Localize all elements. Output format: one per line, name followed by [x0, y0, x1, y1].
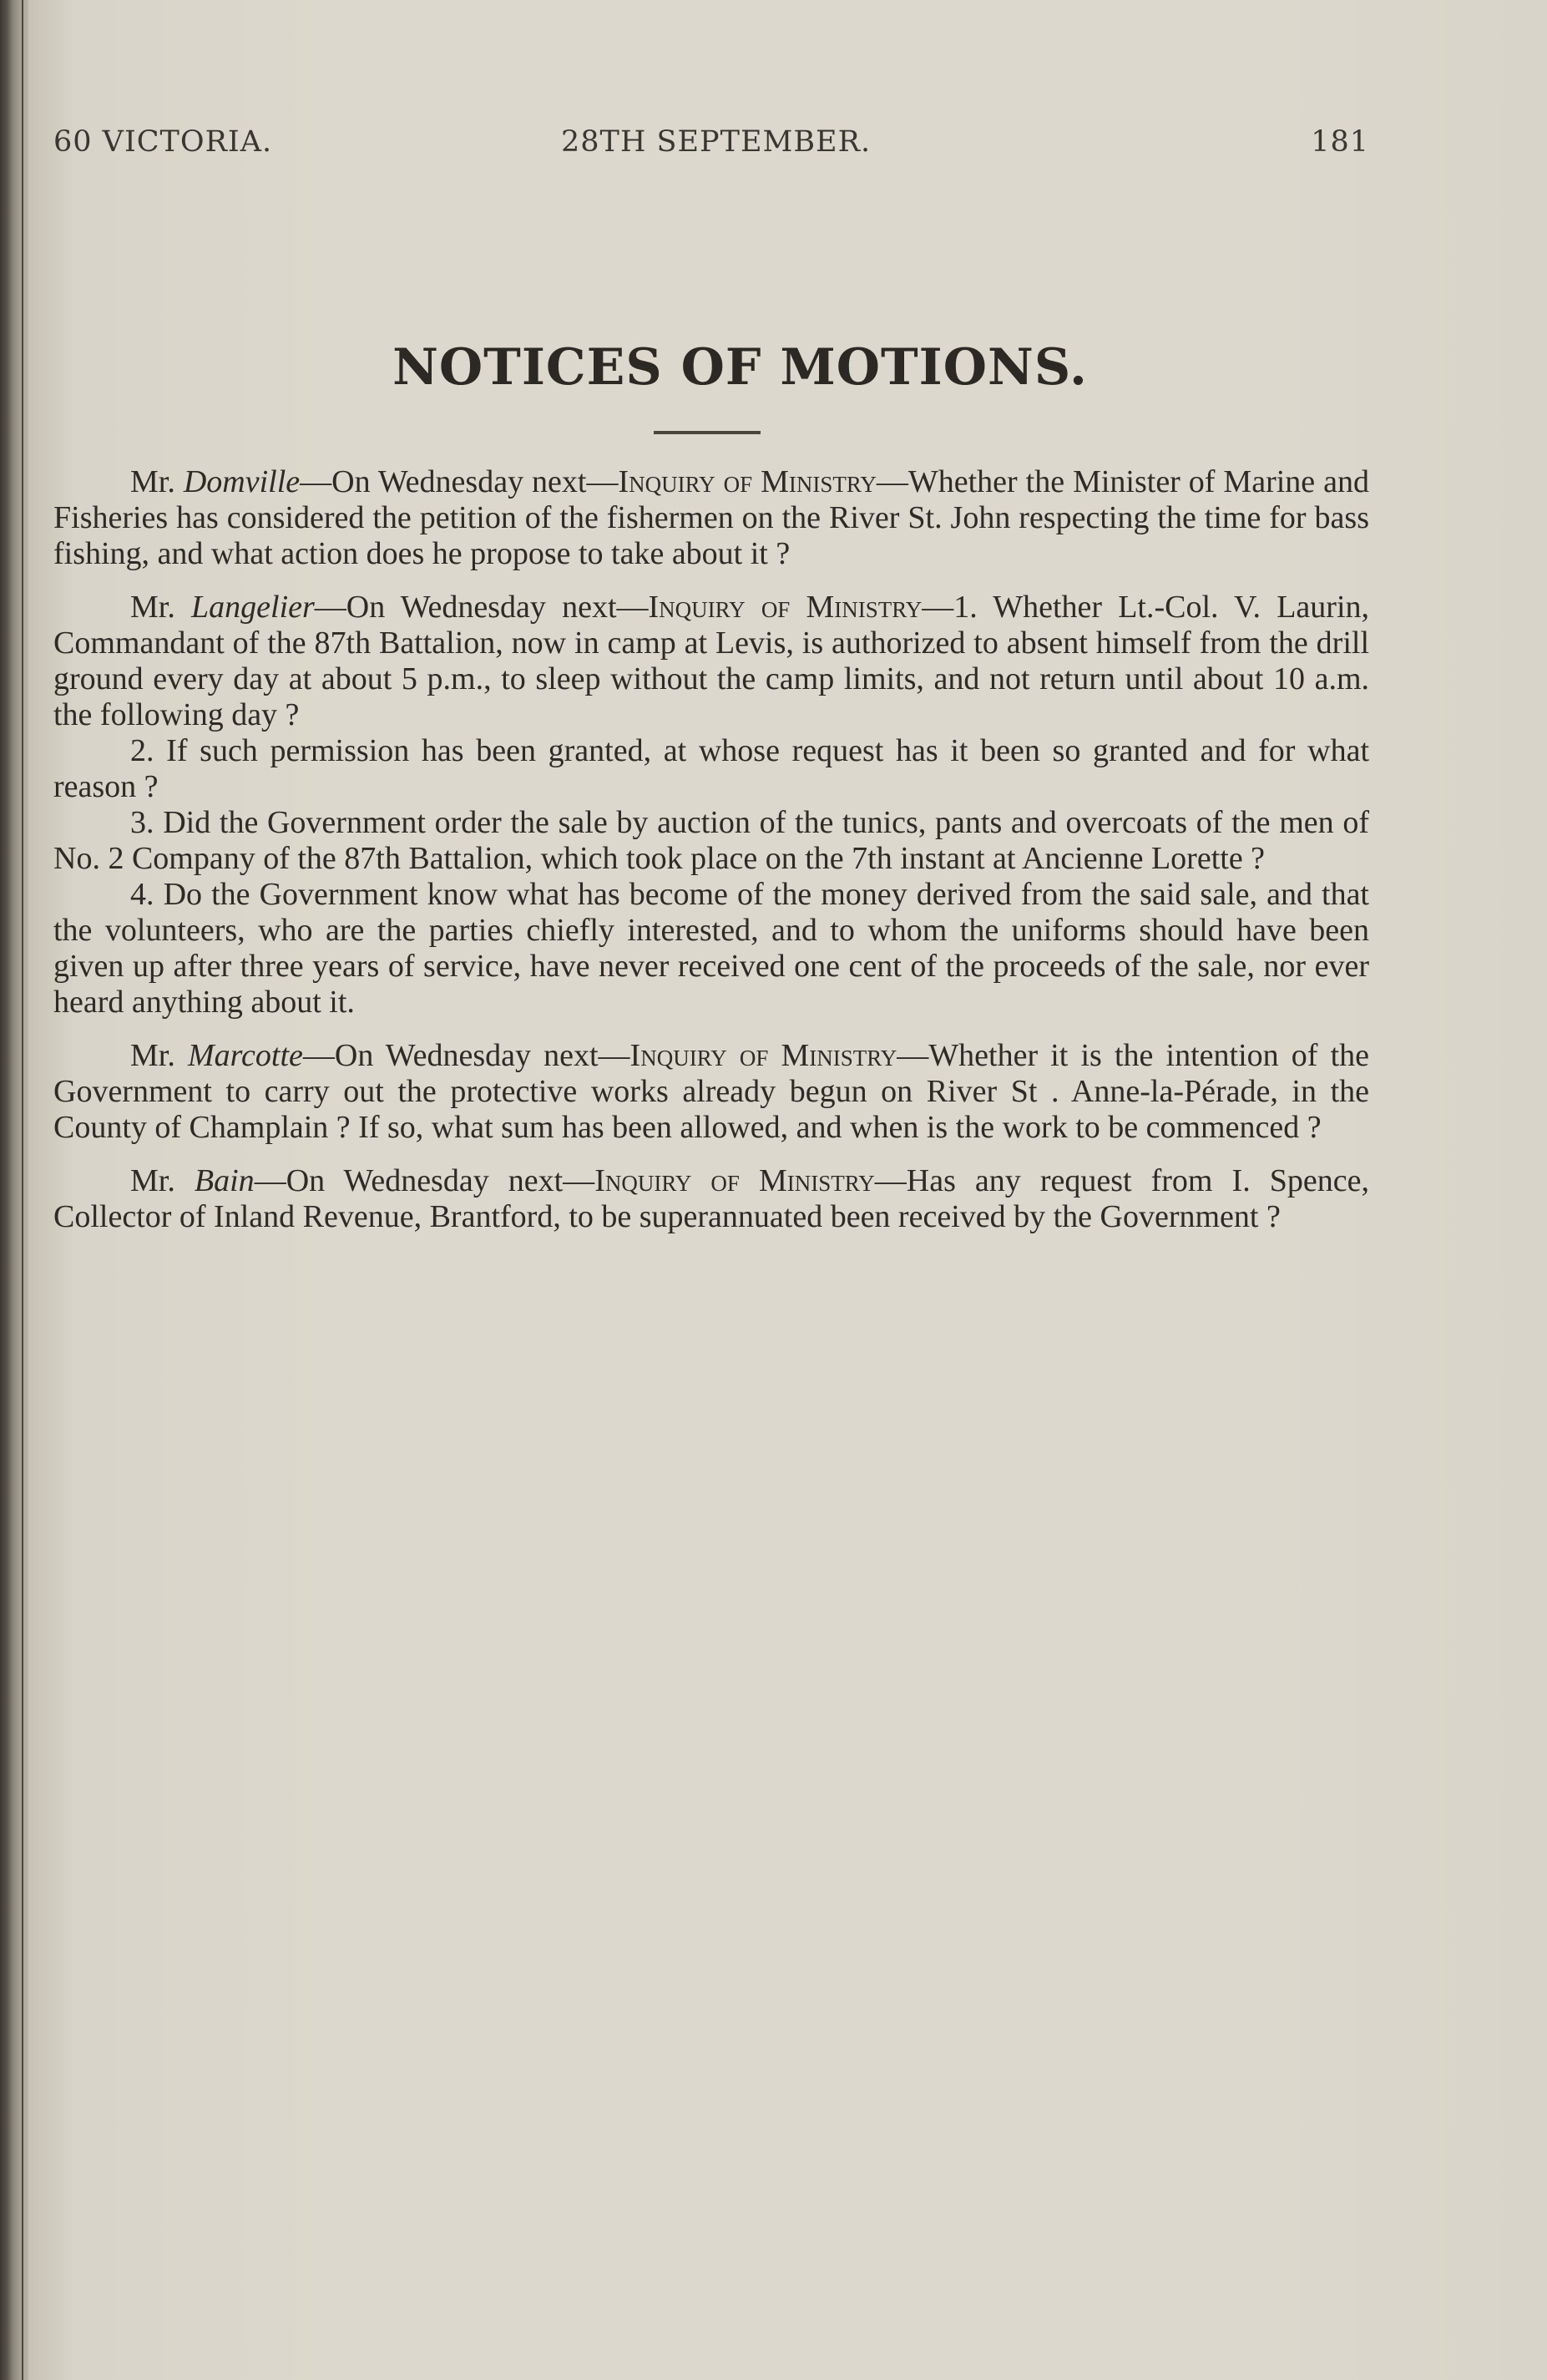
mover-prefix: Mr. — [130, 1163, 195, 1198]
motion-text: —Has any request from I. Spence, Collector of Inland Revenue, Brantford, to be superannuated been received by the Government ? — [53, 1163, 1369, 1234]
motion-paragraph — [53, 464, 1369, 572]
mover-name: Domville — [183, 464, 301, 499]
motion-kind: Inquiry of Ministry — [648, 590, 923, 625]
motion-kind: Inquiry of Ministry — [629, 1038, 897, 1073]
motion-timing: —On Wednesday next— — [314, 590, 649, 625]
motion-paragraph — [53, 1038, 1369, 1146]
page-number: 181 — [1311, 125, 1369, 159]
running-header — [53, 125, 1369, 167]
motion-text: —Whether it is the intention of the Government to carry out the protective works already begun on River St . Anne-la-Pérade, in the County of Champlain ? If so, what sum has been allowed, and when is the work to be commenced ? — [53, 1038, 1369, 1145]
motion-paragraph: 3. Did the Government order the sale by auction of the tunics, pants and overcoats of the men of No. 2 Company of the 87th Battalion, which took place on the 7th instant at Ancienne Lorette ? — [53, 805, 1369, 876]
motion-paragraph — [53, 590, 1369, 733]
motion-domville — [53, 464, 1369, 572]
motion-kind: Inquiry of Ministry — [594, 1163, 875, 1198]
mover-name: Langelier — [191, 590, 315, 625]
motion-kind: Inquiry of Ministry — [618, 464, 877, 499]
mover-name: Bain — [194, 1163, 255, 1198]
motion-text: —1. Whether Lt.-Col. V. Laurin, Commandant of the 87th Battalion, now in camp at Levis, is authorized to absent himself from the drill ground every day at about 5 p.m., to sleep without the camp limits, and not return until about 10 a.m. the following day ? — [53, 590, 1369, 732]
motion-paragraph: 2. If such permission has been granted, at whose request has it been so granted and for what reason ? — [53, 733, 1369, 804]
mover-prefix: Mr. — [130, 590, 192, 625]
motion-bain — [53, 1163, 1369, 1235]
motion-timing: —On Wednesday next— — [254, 1163, 595, 1198]
motions-body — [53, 464, 1369, 1253]
mover-name: Marcotte — [187, 1038, 303, 1073]
mover-prefix: Mr. — [130, 1038, 188, 1073]
motion-timing: —On Wednesday next— — [300, 464, 619, 499]
motion-langelier — [53, 590, 1369, 1020]
motion-paragraph — [53, 1163, 1369, 1235]
page-title: NOTICES OF MOTIONS. — [392, 338, 1088, 397]
motion-timing: —On Wednesday next— — [302, 1038, 630, 1073]
motion-text: —Whether the Minister of Marine and Fisheries has considered the petition of the fishermen on the River St. John respecting the time for bass fishing, and what action does he propose to take about it ? — [53, 464, 1370, 571]
motion-paragraph: 4. Do the Government know what has become of the money derived from the said sale, and that the volunteers, who are the parties chiefly interested, and to whom the uniforms should have been given up after three years of service, have never received one cent of the proceeds of the sale, nor ever heard anything about it. — [53, 877, 1369, 1020]
header-session: 60 VICTORIA. — [53, 125, 273, 159]
mover-prefix: Mr. — [130, 464, 184, 499]
motion-marcotte — [53, 1038, 1369, 1146]
title-rule — [654, 431, 761, 434]
header-date: 28TH SEPTEMBER. — [561, 125, 872, 159]
